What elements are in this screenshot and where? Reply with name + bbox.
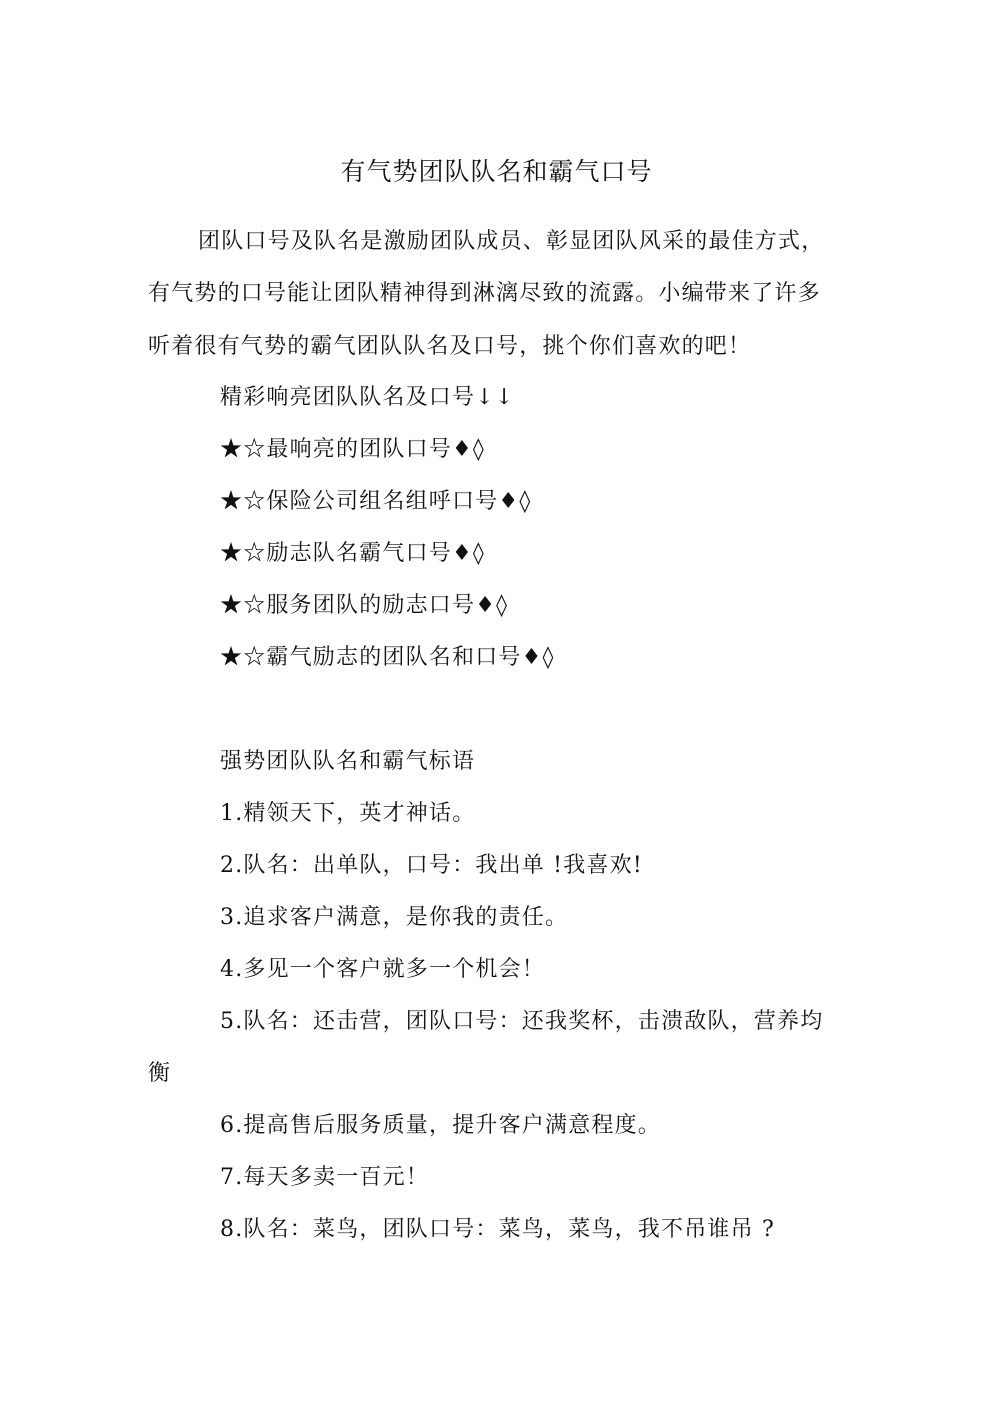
list-item: 6.提高售后服务质量，提升客户满意程度。 (220, 1113, 661, 1138)
related-link[interactable]: ★☆励志队名霸气口号♦◊ (220, 541, 485, 566)
list-item-continuation: 衡 (148, 1061, 172, 1086)
list-item: 5.队名：还击营，团队口号：还我奖杯，击溃敌队，营养均 (220, 1009, 824, 1034)
section-heading: 强势团队队名和霸气标语 (220, 749, 476, 774)
intro-line: 有气势的口号能让团队精神得到淋漓尽致的流露。小编带来了许多 (148, 281, 821, 306)
list-item: 3.追求客户满意，是你我的责任。 (220, 905, 569, 930)
list-item: 1.精领天下，英才神话。 (220, 801, 476, 826)
list-item: 8.队名：菜鸟，团队口号：菜鸟，菜鸟，我不吊谁吊 ? (220, 1217, 775, 1242)
list-item: 4.多见一个客户就多一个机会！ (220, 957, 545, 982)
list-item: 2.队名：出单队，口号：我出单 !我喜欢! (220, 853, 643, 878)
related-link[interactable]: ★☆服务团队的励志口号♦◊ (220, 593, 509, 618)
intro-line: 团队口号及队名是激励团队成员、彰显团队风采的最佳方式， (198, 229, 825, 254)
intro-line: 听着很有气势的霸气团队队名及口号，挑个你们喜欢的吧！ (148, 334, 752, 359)
document-title: 有气势团队队名和霸气口号 (340, 157, 653, 186)
links-heading: 精彩响亮团队队名及口号↓↓ (220, 385, 515, 410)
related-link[interactable]: ★☆保险公司组名组呼口号♦◊ (220, 489, 532, 514)
related-link[interactable]: ★☆霸气励志的团队名和口号♦◊ (220, 645, 555, 670)
related-link[interactable]: ★☆最响亮的团队口号♦◊ (220, 437, 485, 462)
list-item: 7.每天多卖一百元！ (220, 1165, 429, 1190)
